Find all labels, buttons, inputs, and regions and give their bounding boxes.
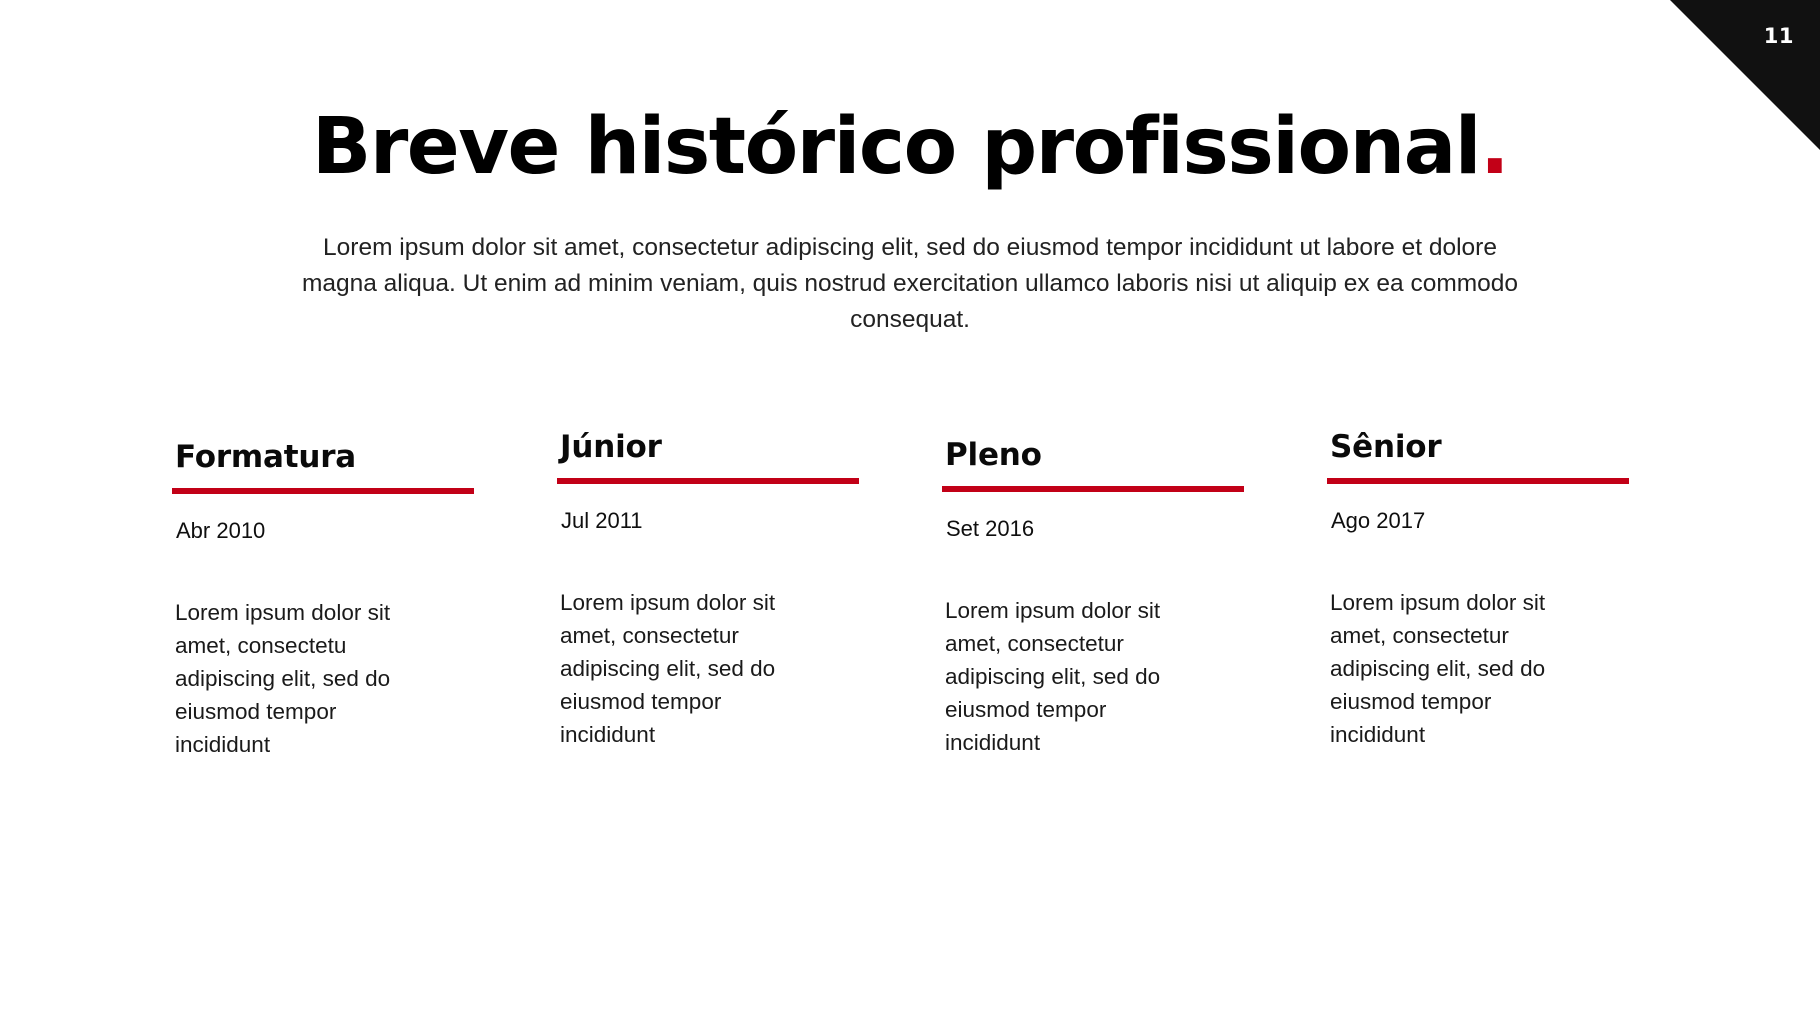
timeline-item-title: Pleno	[945, 437, 1042, 473]
timeline-item-title: Sênior	[1330, 429, 1442, 465]
timeline-item-body: Lorem ipsum dolor sit amet, consectetur adipiscing elit, sed do eiusmod tempor incididunt	[1330, 590, 1546, 748]
timeline-item-body: Lorem ipsum dolor sit amet, consectetu adipiscing elit, sed do eiusmod tempor incididunt	[175, 600, 391, 758]
title-accent-dot: .	[1479, 102, 1509, 193]
timeline-item-rule	[557, 478, 859, 484]
timeline-item-date: Set 2016	[946, 516, 1035, 542]
timeline-item-body: Lorem ipsum dolor sit amet, consectetur adipiscing elit, sed do eiusmod tempor incididunt	[560, 590, 776, 748]
timeline-item-senior	[1327, 430, 1627, 751]
timeline-item-title: Júnior	[560, 429, 662, 465]
timeline-item-junior	[557, 430, 857, 751]
timeline-item-body: Lorem ipsum dolor sit amet, consectetur adipiscing elit, sed do eiusmod tempor incididunt	[945, 598, 1161, 756]
timeline-item-rule	[1327, 478, 1629, 484]
timeline-item-rule	[942, 486, 1244, 492]
slide-number: 11	[1763, 24, 1794, 48]
page-subtitle: Lorem ipsum dolor sit amet, consectetur adipiscing elit, sed do eiusmod tempor incididunt ut labore et dolore magna aliqua. Ut enim ad minim veniam, quis nostrud exercitation ullamco laboris nisi ut aliquip ex ea commodo consequat.	[301, 233, 1519, 333]
timeline-columns	[172, 430, 1652, 761]
timeline-item-date: Abr 2010	[176, 518, 266, 544]
timeline-item-title: Formatura	[175, 439, 357, 475]
timeline-item-pleno	[942, 438, 1242, 759]
page-title	[0, 102, 1820, 193]
timeline-item-date: Jul 2011	[561, 508, 643, 534]
timeline-item-rule	[172, 488, 474, 494]
timeline-item-formatura	[172, 440, 472, 761]
page-title-text: Breve histórico profissional	[311, 102, 1480, 193]
timeline-item-date: Ago 2017	[1331, 508, 1426, 534]
